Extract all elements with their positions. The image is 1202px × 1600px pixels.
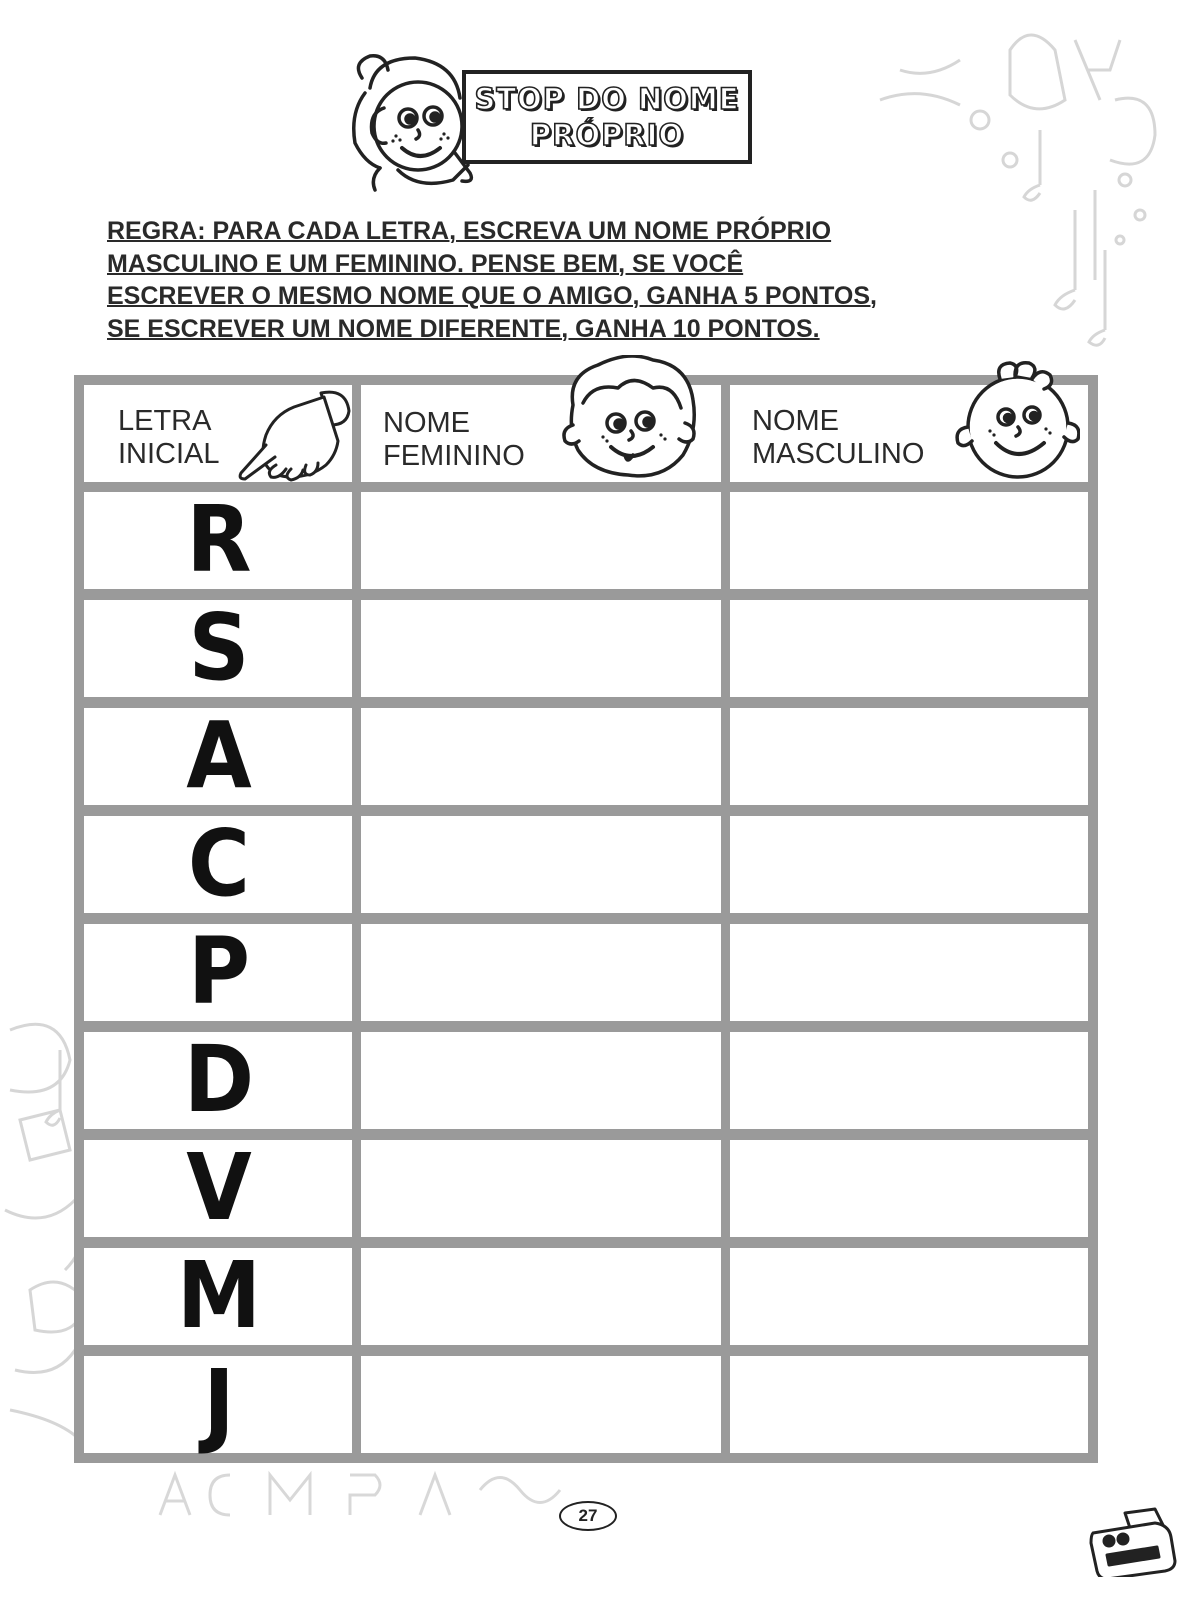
title-box: [462, 70, 752, 164]
initial-letter: J: [203, 1350, 235, 1457]
initial-letter: C: [187, 810, 251, 917]
female-name-field[interactable]: [361, 1248, 721, 1345]
female-name-field[interactable]: [361, 1140, 721, 1237]
initial-letter: M: [176, 1242, 262, 1349]
male-name-field[interactable]: [730, 924, 1088, 1021]
male-name-field[interactable]: [730, 492, 1088, 589]
female-name-field[interactable]: [361, 600, 721, 697]
female-name-field[interactable]: [361, 1356, 721, 1453]
girl-mascot-icon: [340, 48, 480, 198]
female-name-field[interactable]: [361, 708, 721, 805]
header-cell-letter: [84, 385, 352, 482]
page-number: 27: [559, 1501, 617, 1531]
pointing-hand-icon: [236, 385, 354, 482]
initial-letter: P: [187, 918, 251, 1025]
male-name-field[interactable]: [730, 816, 1088, 913]
initial-letter: R: [186, 486, 252, 593]
initial-letter: A: [186, 702, 252, 809]
male-name-field[interactable]: [730, 1248, 1088, 1345]
header-male-line-1: NOME: [752, 405, 839, 437]
letter-cell: [84, 1242, 352, 1349]
rule-text: [107, 215, 1007, 345]
rule-line: ESCREVER O MESMO NOME QUE O AMIGO, GANHA 5 PONTOS,: [107, 282, 877, 310]
letter-cell: [84, 1134, 352, 1241]
letter-cell: [84, 702, 352, 809]
male-name-field[interactable]: [730, 1140, 1088, 1237]
initial-letter: S: [188, 594, 250, 701]
title-line-1: STOP DO NOME: [474, 82, 740, 116]
letter-cell: [84, 486, 352, 593]
header-cell-female: [361, 385, 721, 482]
female-name-field[interactable]: [361, 492, 721, 589]
header-female-line-1: NOME: [383, 407, 470, 439]
letter-cell: [84, 1026, 352, 1133]
letter-cell: [84, 810, 352, 917]
letter-cell: [84, 1350, 352, 1457]
stop-table: [74, 375, 1098, 1463]
female-name-field[interactable]: [361, 924, 721, 1021]
male-name-field[interactable]: [730, 708, 1088, 805]
letter-cell: [84, 918, 352, 1025]
girl-face-icon: [553, 355, 703, 482]
male-name-field[interactable]: [730, 600, 1088, 697]
male-name-field[interactable]: [730, 1356, 1088, 1453]
header-male-line-2: MASCULINO: [752, 438, 925, 470]
female-name-field[interactable]: [361, 1032, 721, 1129]
printer-mascot-icon: [1085, 1505, 1180, 1577]
rule-line: REGRA: PARA CADA LETRA, ESCREVA UM NOME PRÓPRIO: [107, 217, 832, 245]
header-cell-male: [730, 385, 1088, 482]
title-area: [340, 48, 770, 198]
header-female-line-2: FEMININO: [383, 440, 525, 472]
initial-letter: D: [183, 1026, 255, 1133]
header-letter-line-2: INICIAL: [118, 438, 220, 470]
rule-line: MASCULINO E UM FEMININO. PENSE BEM, SE VOCÊ: [107, 249, 744, 278]
letter-cell: [84, 594, 352, 701]
header-letter-line-1: LETRA: [118, 405, 212, 437]
rule-line: SE ESCREVER UM NOME DIFERENTE, GANHA 10 PONTOS.: [107, 314, 820, 343]
male-name-field[interactable]: [730, 1032, 1088, 1129]
female-name-field[interactable]: [361, 816, 721, 913]
title-line-2: PRÓPRIO: [529, 118, 685, 152]
boy-face-icon: [950, 357, 1080, 482]
initial-letter: V: [186, 1134, 252, 1241]
